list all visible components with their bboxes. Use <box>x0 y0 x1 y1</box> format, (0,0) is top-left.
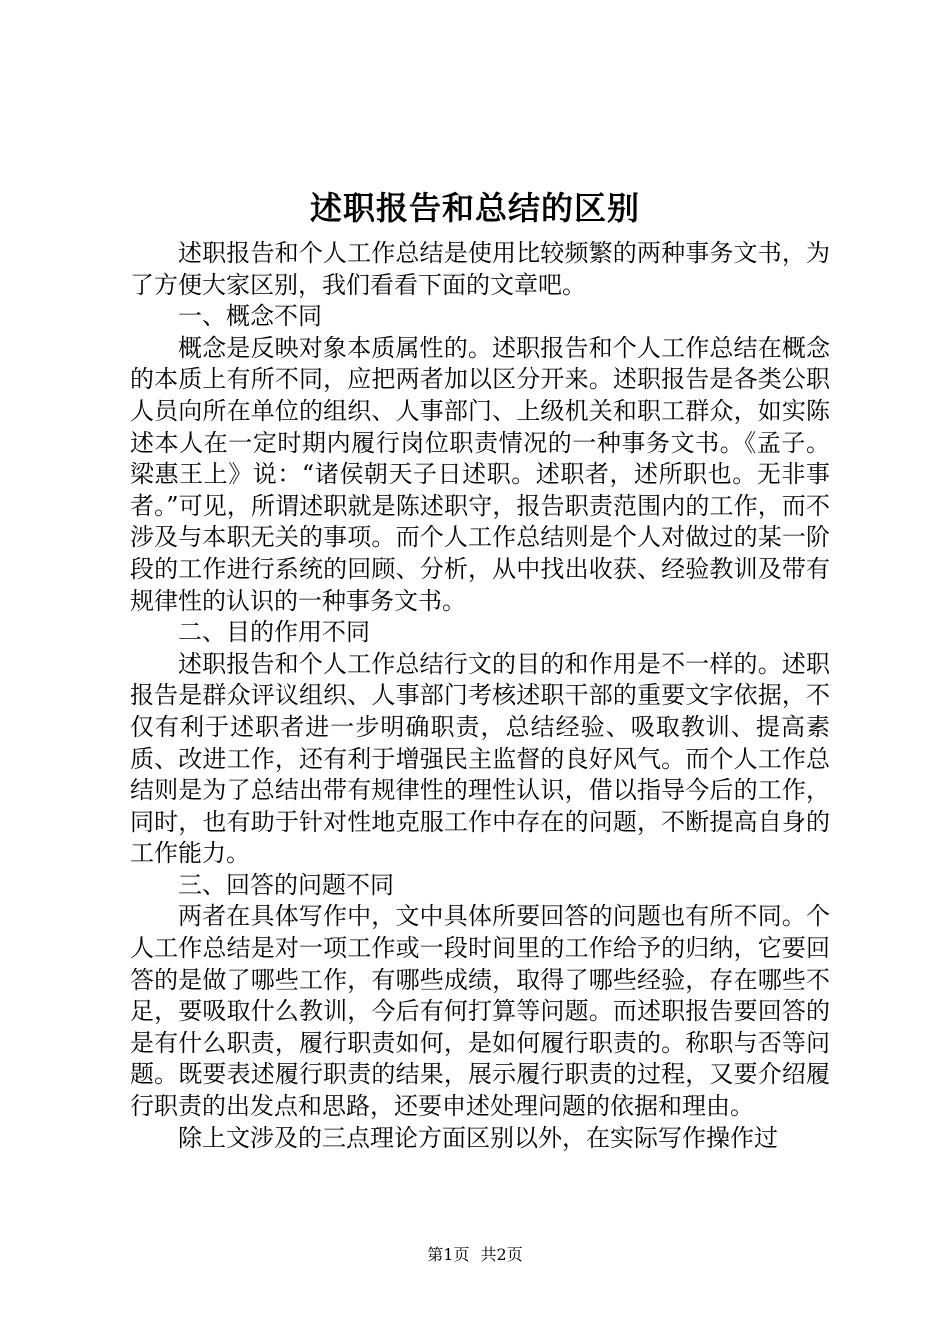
paragraph-intro: 述职报告和个人工作总结是使用比较频繁的两种事务文书，为了方便大家区别，我们看看下面的文章吧。 <box>130 239 830 299</box>
page-number-current: 第1页 <box>427 1245 470 1264</box>
page-footer <box>0 1244 950 1266</box>
section-heading-concept: 一、概念不同 <box>178 302 322 331</box>
section-heading-questions: 三、回答的问题不同 <box>178 870 394 899</box>
section-heading-purpose: 二、目的作用不同 <box>178 618 370 647</box>
document-body <box>130 238 830 1154</box>
page-number-total: 共2页 <box>480 1245 523 1264</box>
document-title: 述职报告和总结的区别 <box>309 189 640 227</box>
paragraph-questions: 两者在具体写作中，文中具体所要回答的问题也有所不同。个人工作总结是对一项工作或一段时间里的工作给予的归纳，它要回答的是做了哪些工作，有哪些成绩，取得了哪些经验，存在哪些不足，要吸取什么教训，今后有何打算等问题。而述职报告要回答的是有什么职责，履行职责如何，是如何履行职责的。称职与否等问题。既要表述履行职责的结果，展示履行职责的过程，又要介绍履行职责的出发点和思路，还要申述处理问题的依据和理由。 <box>130 902 830 1121</box>
paragraph-purpose: 述职报告和个人工作总结行文的目的和作用是不一样的。述职报告是群众评议组织、人事部门考核述职干部的重要文字依据，不仅有利于述职者进一步明确职责，总结经验、吸取教训、提高素质、改进工作，还有利于增强民主监督的良好风气。而个人工作总结则是为了总结出带有规律性的理性认识，借以指导今后的工作，同时，也有助于针对性地克服工作中存在的问题，不断提高自身的工作能力。 <box>130 649 830 868</box>
paragraph-continued: 除上文涉及的三点理论方面区别以外，在实际写作操作过 <box>178 1123 778 1152</box>
paragraph-concept: 概念是反映对象本质属性的。述职报告和个人工作总结在概念的本质上有所不同，应把两者加以区分开来。述职报告是各类公职人员向所在单位的组织、人事部门、上级机关和职工群众，如实陈述本人在一定时期内履行岗位职责情况的一种事务文书。《孟子。梁惠王上》说：“诸侯朝天子日述职。述职者，述所职也。无非事者。”可见，所谓述职就是陈述职守，报告职责范围内的工作，而不涉及与本职无关的事项。而个人工作总结则是个人对做过的某一阶段的工作进行系统的回顾、分析，从中找出收获、经验教训及带有规律性的认识的一种事务文书。 <box>130 333 830 615</box>
